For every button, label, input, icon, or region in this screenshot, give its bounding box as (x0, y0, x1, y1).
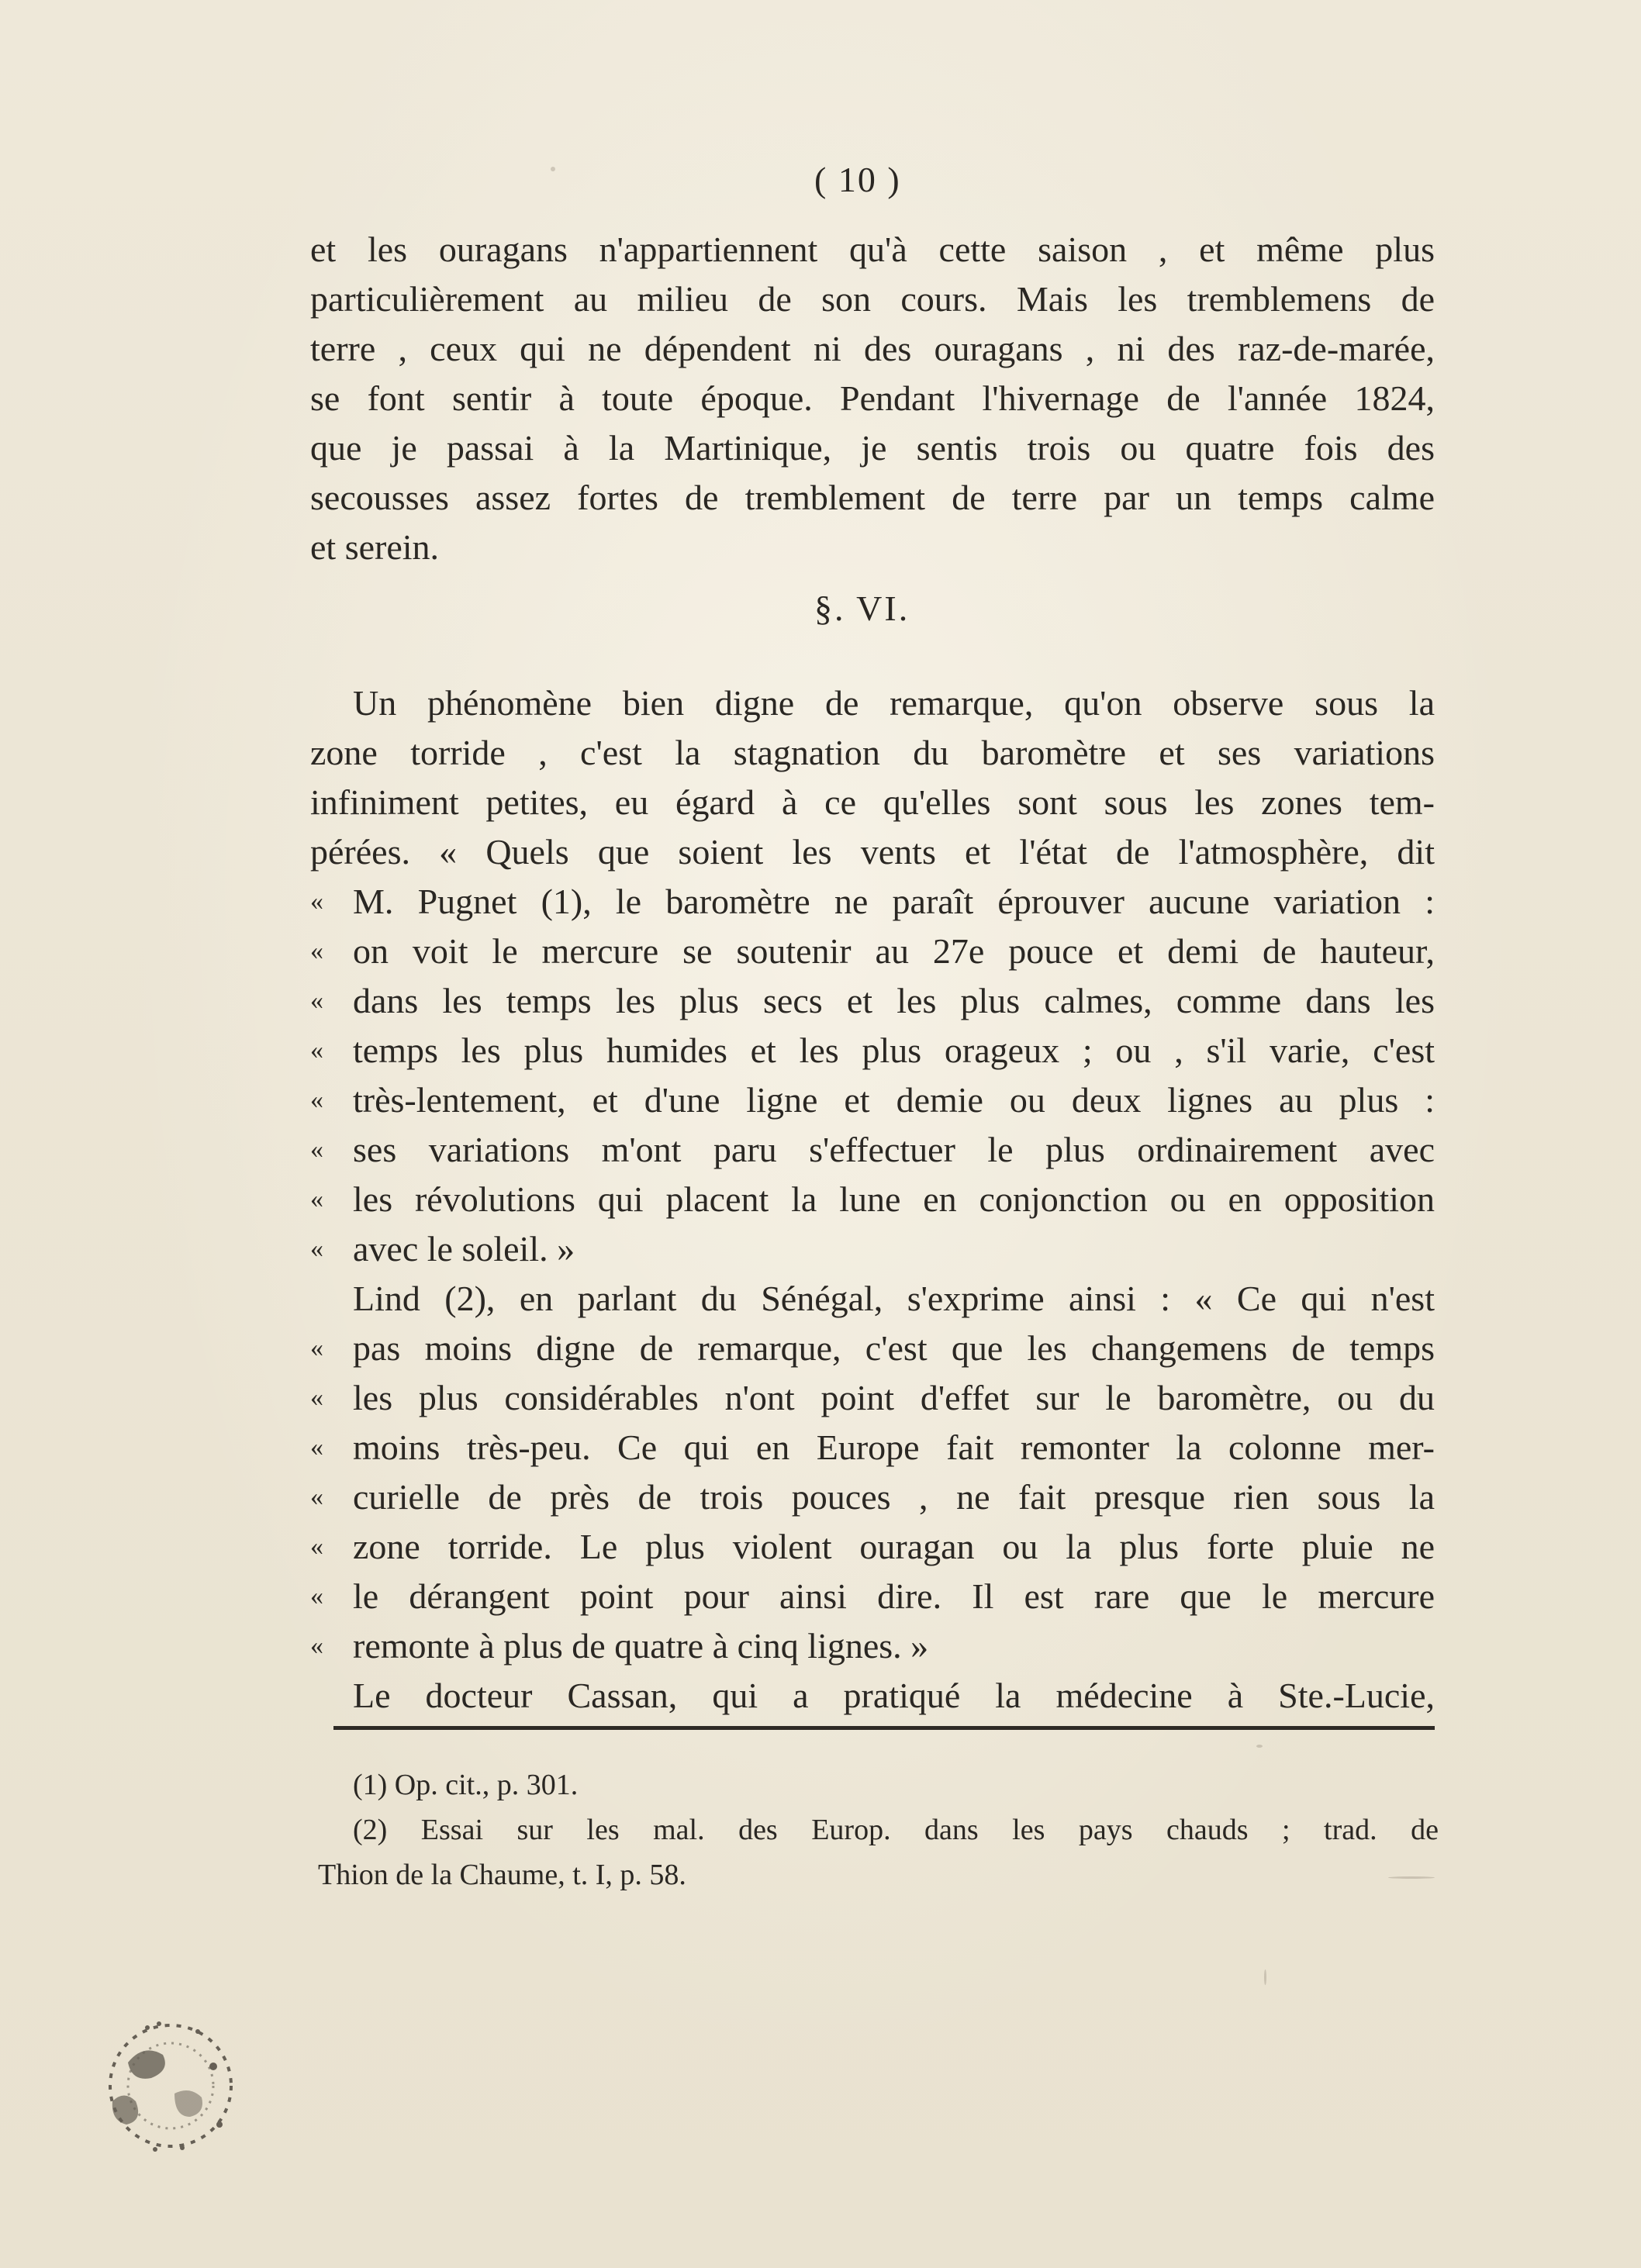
quote-mark: « (310, 1383, 323, 1412)
quote-line: avec le soleil. » (353, 1229, 575, 1269)
quote-mark: « (310, 1086, 323, 1114)
text-line: particulièrement au milieu de son cours. Mais les tremblemens de (310, 279, 1435, 319)
quote-mark: « (310, 1433, 323, 1462)
paper-fleck (551, 167, 555, 171)
text-line: zone torride , c'est la stagnation du baromètre et ses variations (310, 733, 1435, 772)
quote-mark: « (310, 1631, 323, 1660)
quote-mark: « (310, 1582, 323, 1610)
quote-mark: « (310, 1334, 323, 1362)
quote-mark: « (310, 1036, 323, 1065)
text-line: et serein. (310, 527, 440, 567)
paper-fleck (1256, 1745, 1263, 1748)
quote-line: M. Pugnet (1), le baromètre ne paraît éprouver aucune variation : (353, 882, 1435, 921)
quote-line: curielle de près de trois pouces , ne fait presque rien sous la (353, 1477, 1435, 1517)
quote-line: ses variations m'ont paru s'effectuer le plus ordinairement avec (353, 1130, 1435, 1169)
text-line: Lind (2), en parlant du Sénégal, s'exprime ainsi : « Ce qui n'est (353, 1279, 1435, 1318)
text-line: Un phénomène bien digne de remarque, qu'on observe sous la (353, 683, 1435, 723)
quote-mark: « (310, 986, 323, 1015)
paper-fleck (1264, 1969, 1266, 1985)
library-stamp-icon (81, 2008, 260, 2163)
text-line: terre , ceux qui ne dépendent ni des ouragans , ni des raz-de-marée, (310, 329, 1435, 368)
quote-line: on voit le mercure se soutenir au 27e pouce et demi de hauteur, (353, 931, 1435, 971)
page-number: ( 10 ) (814, 160, 901, 199)
quote-mark: « (310, 887, 323, 916)
quote-line: remonte à plus de quatre à cinq lignes. » (353, 1626, 929, 1666)
footnote-1: (1) Op. cit., p. 301. (353, 1769, 579, 1801)
text-line: se font sentir à toute époque. Pendant l'hivernage de l'année 1824, (310, 378, 1435, 418)
quote-mark: « (310, 1483, 323, 1511)
quote-line: pas moins digne de remarque, c'est que les changemens de temps (353, 1328, 1435, 1368)
text-line: et les ouragans n'appartiennent qu'à cette saison , et même plus (310, 230, 1435, 269)
footnote-2-continued: Thion de la Chaume, t. I, p. 58. (318, 1859, 686, 1891)
quote-line: les révolutions qui placent la lune en conjonction ou en opposition (353, 1179, 1435, 1219)
section-heading: §. VI. (814, 589, 910, 628)
quote-line: temps les plus humides et les plus orageux ; ou , s'il varie, c'est (353, 1030, 1435, 1070)
quote-mark: « (310, 1532, 323, 1561)
quote-mark: « (310, 1135, 323, 1164)
quote-line: moins très-peu. Ce qui en Europe fait remonter la colonne mer- (353, 1427, 1435, 1467)
quote-line: zone torride. Le plus violent ouragan ou la plus forte pluie ne (353, 1527, 1435, 1566)
footnote-2: (2) Essai sur les mal. des Europ. dans les pays chauds ; trad. de (353, 1814, 1439, 1846)
quote-mark: « (310, 1185, 323, 1213)
quote-line: les plus considérables n'ont point d'effet sur le baromètre, ou du (353, 1378, 1435, 1417)
text-line: Le docteur Cassan, qui a pratiqué la médecine à Ste.-Lucie, (353, 1676, 1435, 1715)
quote-mark: « (310, 937, 323, 965)
footnote-divider (333, 1726, 1435, 1730)
quote-line: le dérangent point pour ainsi dire. Il est rare que le mercure (353, 1576, 1435, 1616)
text-line: secousses assez fortes de tremblement de terre par un temps calme (310, 478, 1435, 517)
text-line: pérées. « Quels que soient les vents et l'état de l'atmosphère, dit (310, 832, 1435, 872)
text-line: infiniment petites, eu égard à ce qu'elles sont sous les zones tem- (310, 782, 1435, 822)
quote-line: dans les temps les plus secs et les plus calmes, comme dans les (353, 981, 1435, 1020)
quote-mark: « (310, 1234, 323, 1263)
quote-line: très-lentement, et d'une ligne et demie ou deux lignes au plus : (353, 1080, 1435, 1120)
text-line: que je passai à la Martinique, je sentis trois ou quatre fois des (310, 428, 1435, 468)
paper-fleck (1388, 1876, 1435, 1879)
